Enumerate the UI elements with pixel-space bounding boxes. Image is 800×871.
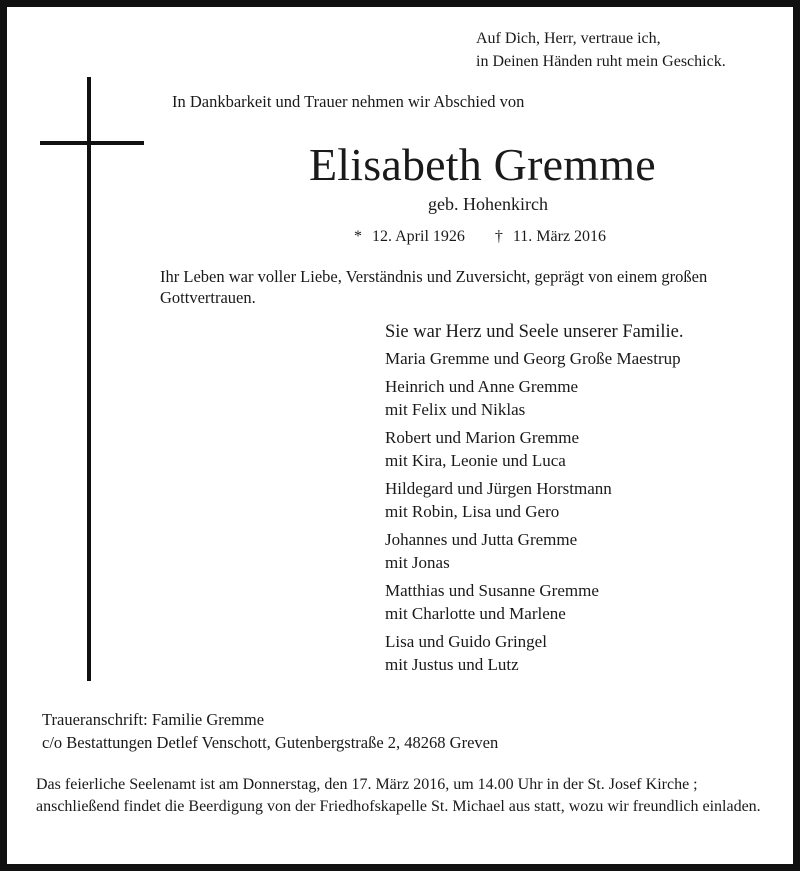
deceased-name: Elisabeth Gremme (309, 139, 656, 190)
mourner-line: mit Justus und Lutz (385, 655, 519, 674)
born-icon: * (354, 228, 362, 245)
death-icon: † (494, 228, 503, 245)
life-dates (354, 228, 606, 246)
mourner-line: Robert und Marion Gremme (385, 428, 580, 447)
mourner-line: Maria Gremme und Georg Große Maestrup (385, 349, 681, 368)
mourner-line: mit Robin, Lisa und Gero (385, 502, 560, 521)
mourning-address (42, 708, 498, 754)
family-headline: Sie war Herz und Seele unserer Familie. (385, 322, 684, 342)
mourner-line: Lisa und Guido Gringel (385, 632, 547, 651)
mourner-line: Hildegard und Jürgen Horstmann (385, 479, 612, 498)
address-line: Traueranschrift: Familie Gremme (42, 710, 265, 729)
mourner-group (385, 477, 765, 523)
funeral-service-info: Das feierliche Seelenamt ist am Donnerstag, den 17. März 2016, um 14.00 Uhr in der St. Josef Kirche ; anschließend findet die Beerdigung von der Friedhofskapelle St. Michael aus statt, wozu wir freundlich einladen. (36, 776, 761, 815)
mourners-list (385, 317, 765, 681)
bible-verse-line: in Deinen Händen ruht mein Geschick. (476, 53, 726, 70)
mourner-group (385, 528, 765, 574)
mourner-group (385, 426, 765, 472)
bible-verse-line: Auf Dich, Herr, vertraue ich, (476, 30, 661, 47)
intro-text: In Dankbarkeit und Trauer nehmen wir Abschied von (172, 92, 525, 111)
tribute-text: Ihr Leben war voller Liebe, Verständnis und Zuversicht, geprägt von einem großen Gottvertrauen. (160, 267, 708, 307)
birth-name: geb. Hohenkirch (428, 194, 548, 214)
mourner-group (385, 579, 765, 625)
address-line: c/o Bestattungen Detlef Venschott, Gutenbergstraße 2, 48268 Greven (42, 733, 499, 752)
mourner-line: mit Felix und Niklas (385, 400, 526, 419)
mourner-line: mit Kira, Leonie und Luca (385, 451, 566, 470)
mourner-line: Heinrich und Anne Gremme (385, 377, 579, 396)
death-date: 11. März 2016 (512, 228, 607, 245)
mourner-line: mit Charlotte und Marlene (385, 604, 566, 623)
mourner-group (385, 347, 765, 370)
bible-verse (476, 27, 726, 73)
cross-icon (87, 77, 91, 681)
mourner-group (385, 630, 765, 676)
birth-date: 12. April 1926 (372, 228, 465, 245)
mourner-group (385, 375, 765, 421)
mourner-line: mit Jonas (385, 553, 450, 572)
cross-icon-bar (40, 141, 144, 145)
mourner-line: Matthias und Susanne Gremme (385, 581, 599, 600)
mourner-line: Johannes und Jutta Gremme (385, 530, 578, 549)
